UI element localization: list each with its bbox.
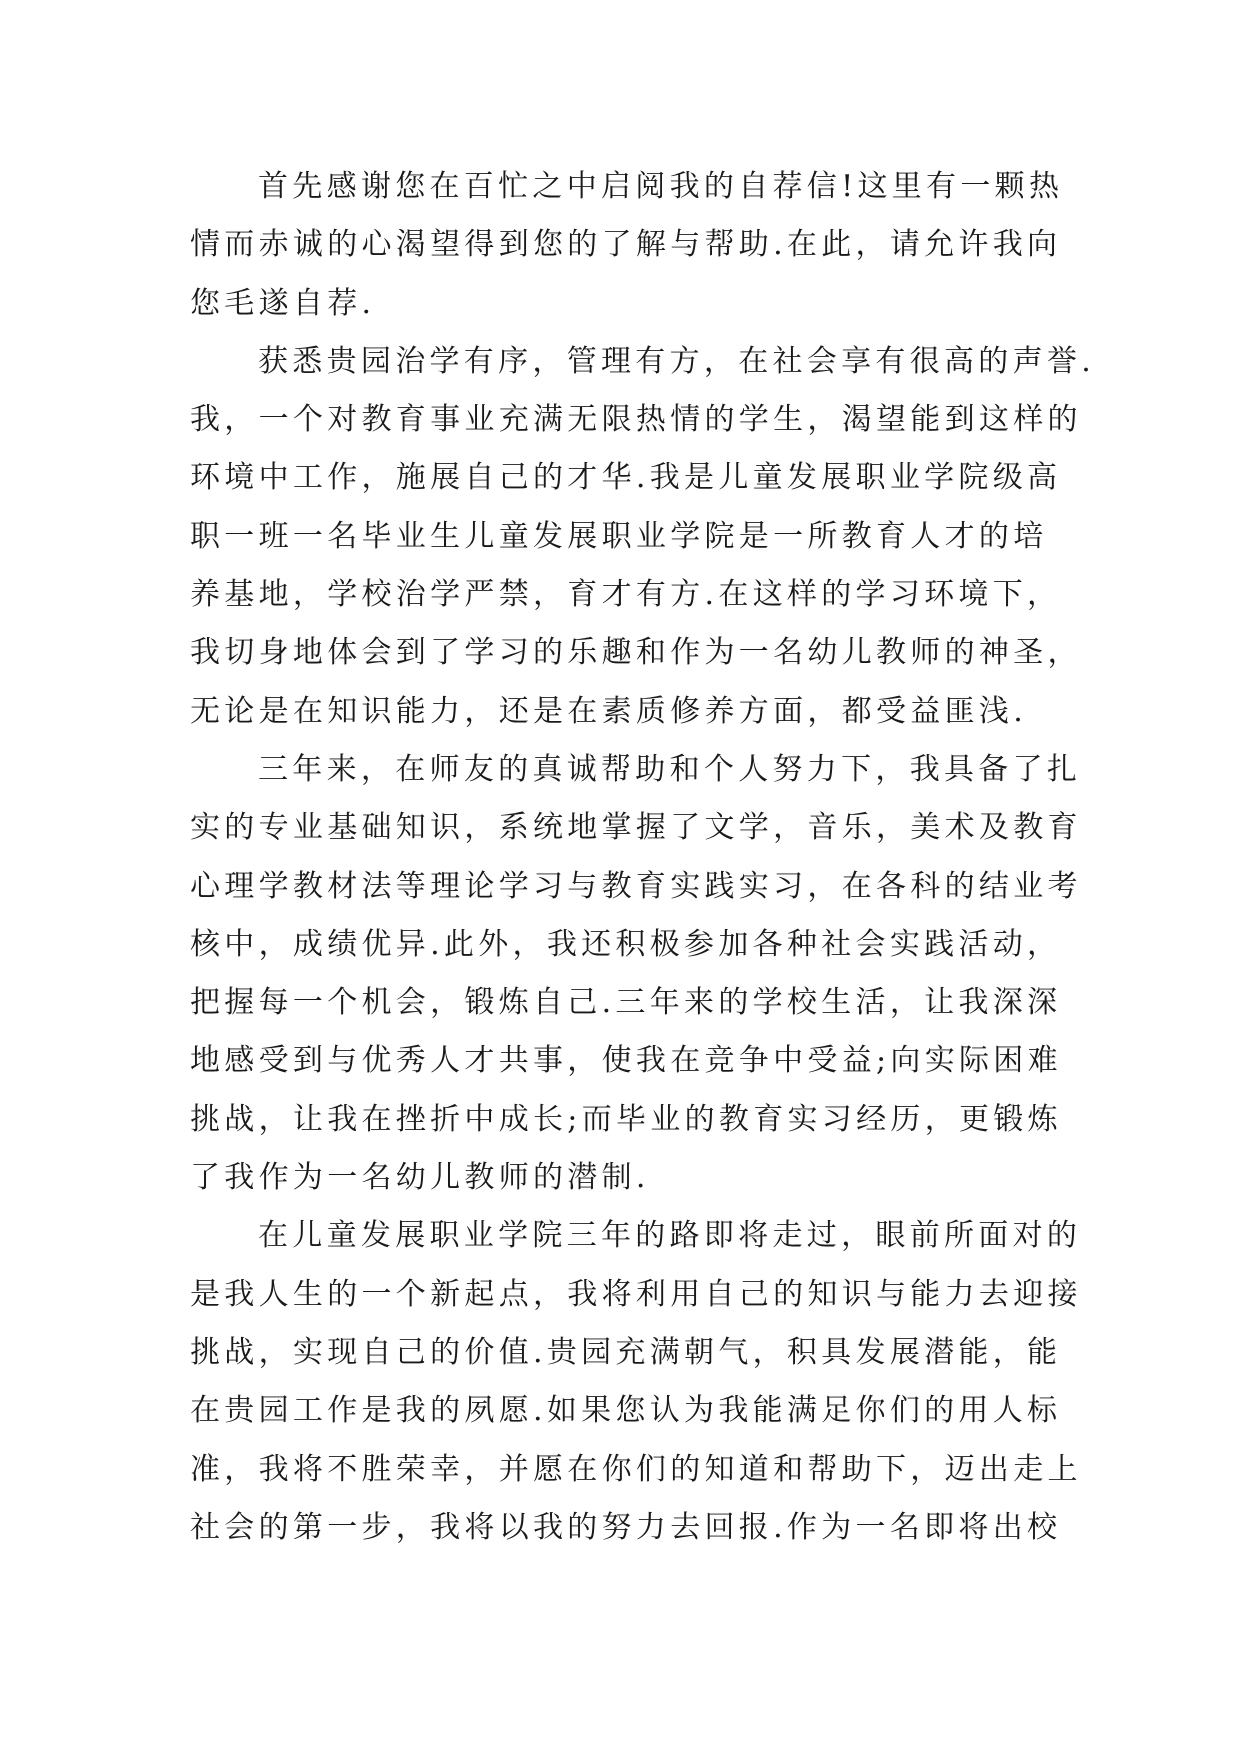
text-line: 实的专业基础知识，系统地掌握了文学，音乐，美术及教育 — [190, 810, 1082, 846]
paragraph-3 — [190, 741, 1090, 1207]
text-line: 在贵园工作是我的夙愿.如果您认为我能满足你们的用人标 — [190, 1393, 1062, 1429]
text-line: 核中，成绩优异.此外，我还积极参加各种社会实践活动， — [190, 926, 1062, 962]
text-line: 环境中工作，施展自己的才华.我是儿童发展职业学院级高 — [190, 460, 1062, 496]
text-line: 情而赤诚的心渴望得到您的了解与帮助.在此，请允许我向 — [190, 227, 1062, 263]
paragraph-1 — [190, 158, 1090, 333]
text-line: 地感受到与优秀人才共事，使我在竞争中受益;向实际困难 — [190, 1043, 1062, 1079]
text-line: 三年来，在师友的真诚帮助和个人努力下，我具备了扎 — [258, 751, 1082, 787]
text-line: 我，一个对教育事业充满无限热情的学生，渴望能到这样的 — [190, 402, 1082, 438]
text-line: 我切身地体会到了学习的乐趣和作为一名幼儿教师的神圣， — [190, 635, 1082, 671]
paragraph-4 — [190, 1207, 1090, 1557]
text-line: 首先感谢您在百忙之中启阅我的自荐信!这里有一颗热 — [258, 169, 1064, 204]
letter-body — [190, 158, 1096, 1557]
text-line: 准，我将不胜荣幸，并愿在你们的知道和帮助下，迈出走上 — [190, 1451, 1082, 1487]
text-line: 在儿童发展职业学院三年的路即将走过，眼前所面对的 — [258, 1218, 1082, 1254]
text-line: 无论是在知识能力，还是在素质修养方面，都受益匪浅. — [190, 693, 1028, 729]
text-line: 挑战，实现自己的价值.贵园充满朝气，积具发展潜能，能 — [190, 1334, 1062, 1370]
text-line: 社会的第一步，我将以我的努力去回报.作为一名即将出校 — [190, 1509, 1062, 1545]
paragraph-2 — [190, 333, 1096, 741]
text-line: 获悉贵园治学有序，管理有方，在社会享有很高的声誉. — [258, 343, 1096, 379]
text-line: 了我作为一名幼儿教师的潜制. — [190, 1160, 650, 1196]
text-line: 挑战，让我在挫折中成长;而毕业的教育实习经历，更锻炼 — [190, 1101, 1062, 1137]
text-line: 职一班一名毕业生儿童发展职业学院是一所教育人才的培 — [190, 518, 1048, 554]
text-line: 心理学教材法等理论学习与教育实践实习，在各科的结业考 — [190, 868, 1082, 904]
text-line: 把握每一个机会，锻炼自己.三年来的学校生活，让我深深 — [190, 985, 1062, 1021]
text-line: 是我人生的一个新起点，我将利用自己的知识与能力去迎接 — [190, 1276, 1082, 1312]
text-line: 养基地，学校治学严禁，育才有方.在这样的学习环境下， — [190, 577, 1062, 613]
text-line: 您毛遂自荐. — [190, 285, 376, 321]
